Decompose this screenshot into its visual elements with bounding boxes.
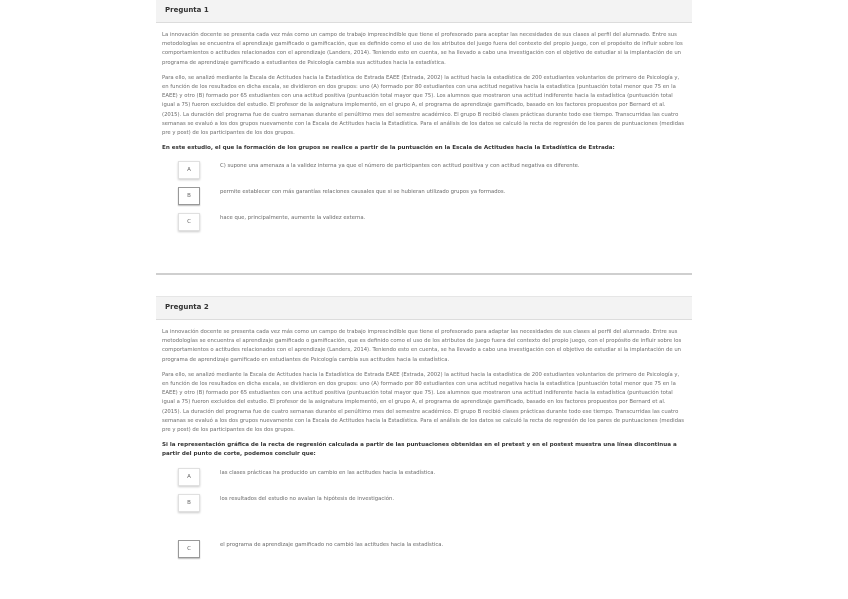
option-b[interactable] bbox=[162, 494, 686, 540]
option-a[interactable] bbox=[162, 161, 686, 187]
question-prompt: En este estudio, el que la formación de los grupos se realice a partir de la puntuación en la Escala de Actitudes hacia la Estadística de Estrada: bbox=[162, 145, 615, 152]
option-c-button[interactable]: C bbox=[178, 213, 200, 231]
question-paragraph: La innovación docente se presenta cada vez más como un campo de trabajo imprescindible que tiene el profesorado para adaptar las necesidades de sus clases al perfil del alumnado. Entre sus metodologías se encuentra el aprendizaje gamificado o gamificación, que es definido como el uso de los atributos de juego fuera del contexto del propio juego, con el propósito de influir sobre los comportamientos o actitudes relacionados con el aprendizaje (Landers, 2014). Teniendo esto en cuenta, se ha llevado a cabo una investigación con el objetivo de estudiar si la implantación de un programa de aprendizaje gamificado en estudiantes de Psicología cambia sus actitudes hacia la estadística. bbox=[162, 329, 682, 363]
option-a-button[interactable]: A bbox=[178, 468, 200, 486]
question-2-panel bbox=[156, 296, 692, 566]
option-text: C) supone una amenaza a la validez interna ya que el número de participantes con actitud positiva y con actitud negativa es diferente. bbox=[220, 163, 580, 170]
option-text: los resultados del estudio no avalan la hipótesis de investigación. bbox=[220, 495, 395, 502]
question-prompt: Si la representación gráfica de la recta de regresión calculada a partir de las puntuaciones obtenidas en el pretest y en el postest muestra una línea discontinua a partir del punto de corte, podemos concluir que: bbox=[162, 442, 677, 458]
question-title: Pregunta 1 bbox=[156, 0, 692, 23]
option-b-button[interactable]: B bbox=[178, 187, 200, 205]
option-text: hace que, principalmente, aumente la validez externa. bbox=[220, 215, 366, 222]
question-paragraph: Para ello, se analizó mediante la Escala de Actitudes hacia la Estadística de Estrada EAEE (Estrada, 2002) la actitud hacia la estadística de 200 estudiantes voluntarios de primero de Psicología y, en función de los resultados en dicha escala, se dividieron en dos grupos: uno (A) formado por 80 estudiantes con una actitud negativa hacia la estadística (puntuación total menor que 75 en la EAEE) y otro (B) formado por 65 estudiantes con una actitud positiva (puntuación total mayor que 75). Los alumnos que mostraron una actitud indiferente hacia la estadística (puntuación total igual a 75) fueron excluidos del estudio. El profesor de la asignatura implementó, en el grupo A, el programa de aprendizaje gamificado, basado en los factores propuestos por Bernard et al. (2015). La duración del programa fue de cuatro semanas durante el penúltimo mes del semestre académico. El grupo B recibió clases prácticas durante todo ese tiempo. Transcurridas las cuatro semanas se evaluó a los dos grupos nuevamente con la Escala de Actitudes hacia la Estadística. Para el análisis de los datos se calculó la recta de regresión de los pares de puntuaciones (medidas pre y post) de los participantes de los dos grupos. bbox=[162, 74, 685, 137]
option-b[interactable] bbox=[162, 187, 686, 213]
option-text: permite establecer con más garantías relaciones causales que si se hubieran utilizado grupos ya formados. bbox=[220, 189, 506, 196]
option-a[interactable] bbox=[162, 468, 686, 494]
option-c-button[interactable]: C bbox=[178, 540, 200, 558]
question-1-panel bbox=[156, 0, 692, 239]
option-c[interactable] bbox=[162, 213, 686, 239]
option-text: las clases prácticas ha producido un cambio en las actitudes hacia la estadística. bbox=[220, 469, 436, 476]
option-a-button[interactable]: A bbox=[178, 161, 200, 179]
divider bbox=[156, 273, 692, 275]
option-c[interactable] bbox=[162, 540, 686, 566]
option-b-button[interactable]: B bbox=[178, 494, 200, 512]
question-paragraph: Para ello, se analizó mediante la Escala de Actitudes hacia la Estadística de Estrada EAEE (Estrada, 2002) la actitud hacia la estadística de 200 estudiantes voluntarios de primero de Psicología y, en función de los resultados en dicha escala, se dividieron en dos grupos: uno (A) formado por 80 estudiantes con una actitud negativa hacia la estadística (puntuación total menor que 75 en la EAEE) y otro (B) formado por 65 estudiantes con una actitud positiva (puntuación total mayor que 75). Los alumnos que mostraron una actitud indiferente hacia la estadística (puntuación total igual a 75) fueron excluidos del estudio. El profesor de la asignatura implementó, en el grupo A, el programa de aprendizaje gamificado, basado en los factores propuestos por Bernard et al. (2015). La duración del programa fue de cuatro semanas durante el penúltimo mes del semestre académico. El grupo B recibió clases prácticas durante todo ese tiempo. Transcurridas las cuatro semanas se evaluó a los dos grupos nuevamente con la Escala de Actitudes hacia la Estadística. Para el análisis de los datos se calculó la recta de regresión de los pares de puntuaciones (medidas pre y post) de los participantes de los dos grupos. bbox=[162, 371, 685, 434]
option-text: el programa de aprendizaje gamificado no cambió las actitudes hacia la estadística. bbox=[220, 541, 444, 548]
question-paragraph: La innovación docente se presenta cada vez más como un campo de trabajo imprescindible que tiene el profesorado para aceptar las necesidades de sus clases al perfil del alumnado. Entre sus metodologías se encuentra el aprendizaje gamificado o gamificación, que es definido como el uso de los atributos del juego fuera del contexto del propio juego, con el propósito de influir sobre los comportamientos o actitudes relacionados con el aprendizaje (Landers, 2014). Teniendo esto en cuenta, se ha llevado a cabo una investigación con el objetivo de estudiar si la implantación de un programa de aprendizaje gamificado a estudiantes de Psicología cambia sus actitudes hacia la estadística. bbox=[162, 32, 683, 66]
question-title: Pregunta 2 bbox=[156, 296, 692, 320]
